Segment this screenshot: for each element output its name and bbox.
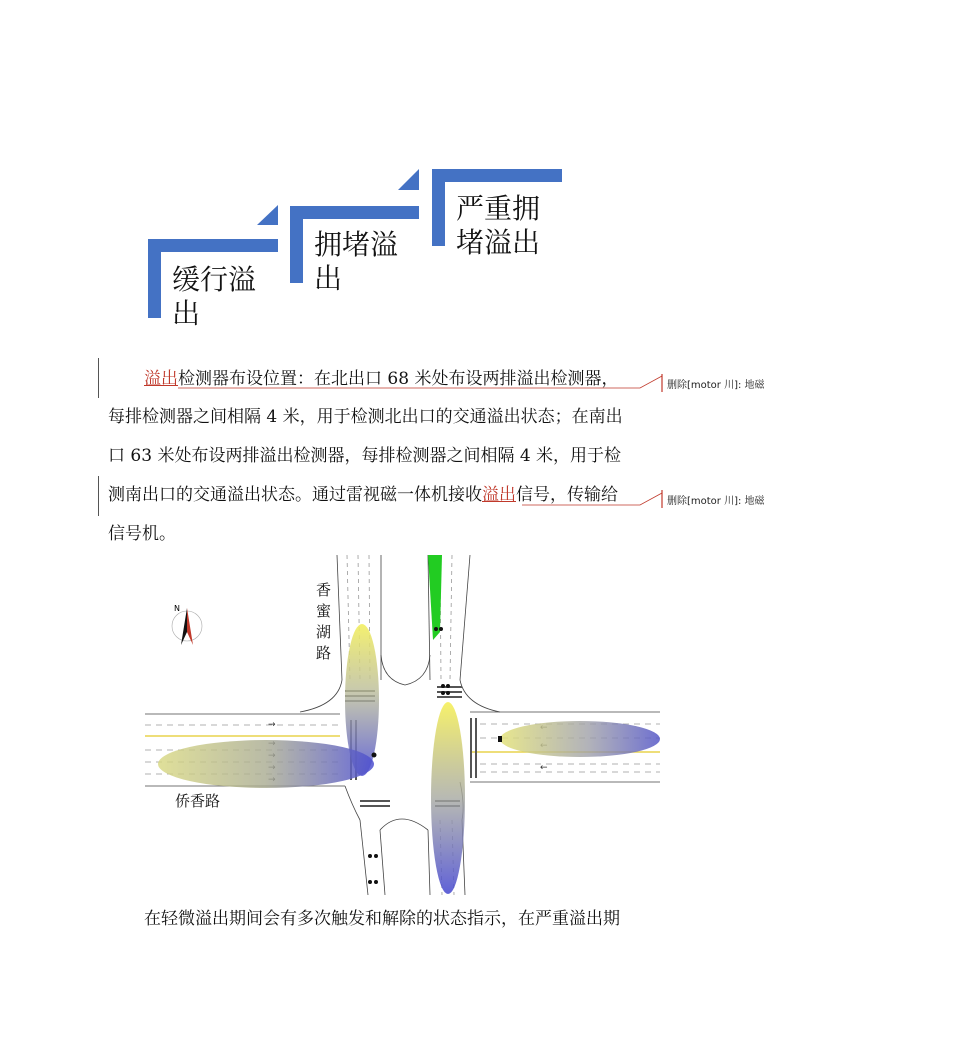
south-overflow-zone <box>431 702 465 894</box>
paragraph-2-line-1: 在轻微溢出期间会有多次触发和解除的状态指示，在严重溢出期 <box>144 909 620 929</box>
paragraph-line-5: 信号机。 <box>108 524 176 544</box>
east-overflow-zone <box>500 721 660 757</box>
west-road-label: 侨香路 <box>175 792 221 810</box>
north-arrow-icon <box>172 604 202 645</box>
svg-text:N: N <box>174 604 180 613</box>
svg-text:←: ← <box>540 763 548 773</box>
north-road-label: 香蜜湖路 <box>316 581 332 662</box>
paragraph-line-1: 溢出检测器布设位置：在北出口 68 米处布设两排溢出检测器， <box>144 369 619 389</box>
paragraph-line-4: 测南出口的交通溢出状态。通过雷视磁一体机接收溢出信号，传输给 <box>108 485 618 505</box>
revision-comment[interactable]: 删除[motor 川]: 地磁 <box>667 380 765 391</box>
svg-text:→: → <box>268 720 276 730</box>
paragraph-line-3: 口 63 米处布设两排溢出检测器，每排检测器之间相隔 4 米，用于检 <box>108 446 622 466</box>
green-median-island <box>428 555 442 640</box>
paragraph-line-2: 每排检测器之间相隔 4 米，用于检测北出口的交通溢出状态；在南出 <box>108 407 623 427</box>
step-2-label: 拥堵溢 出 <box>314 228 399 295</box>
revision-insert[interactable]: 溢出 <box>144 369 178 389</box>
revision-insert[interactable]: 溢出 <box>482 485 516 505</box>
west-overflow-zone <box>158 740 374 788</box>
step-1-label: 缓行溢 出 <box>172 263 257 330</box>
step-3-label: 严重拥 堵溢出 <box>456 192 541 259</box>
revision-comment[interactable]: 删除[motor 川]: 地磁 <box>667 496 765 507</box>
